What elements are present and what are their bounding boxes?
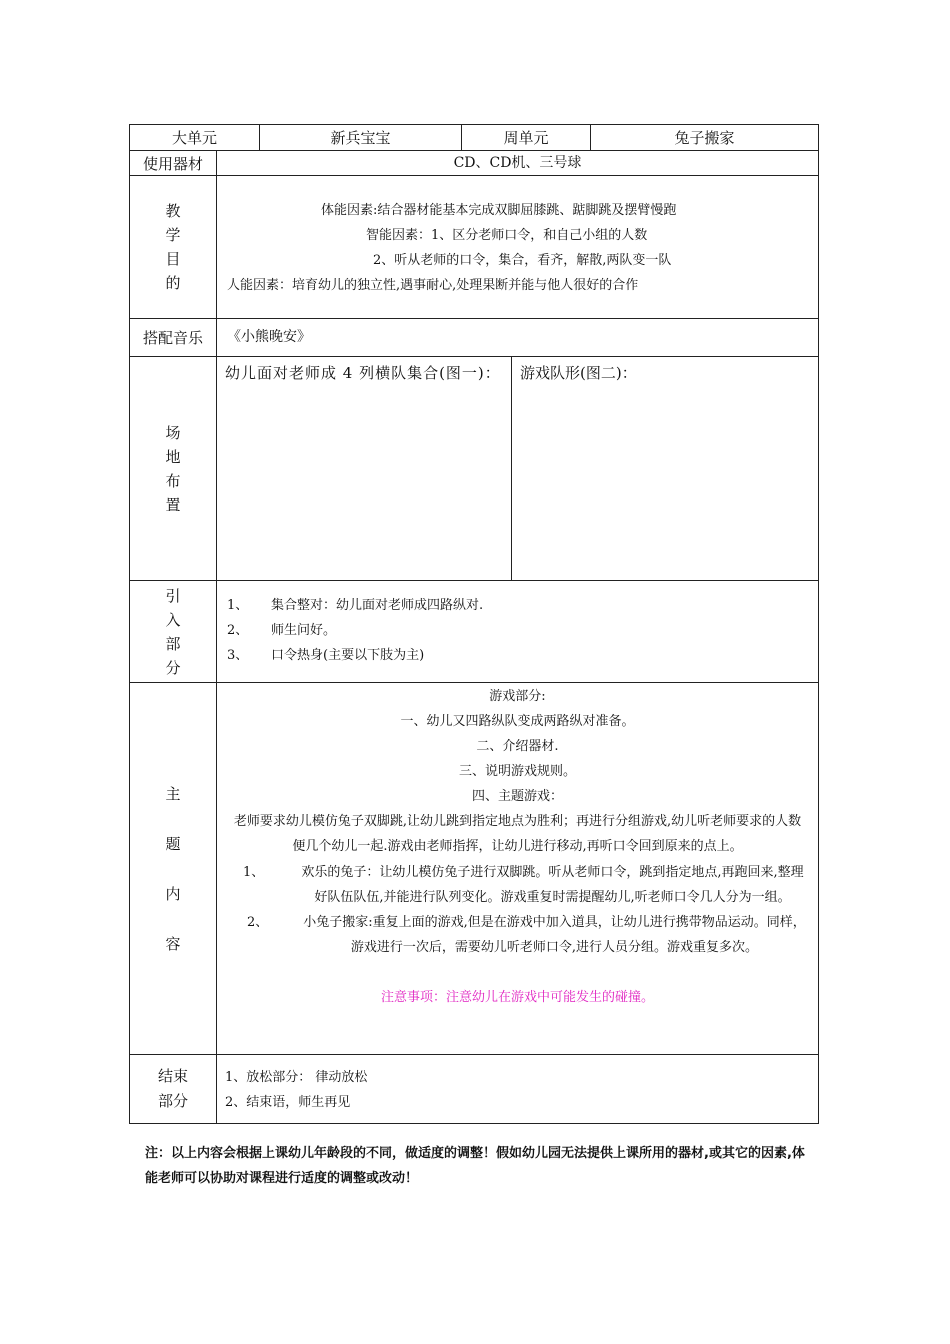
intro-item: 3、 口令热身(主要以下肢为主) <box>227 648 425 663</box>
game-1: 1、 欢乐的兔子：让幼儿模仿兔子进行双脚跳。听从老师口令，跳到指定地点,再跑回来,整理好队伍队伍,并能进行队列变化。游戏重复时需提醒幼儿,听老师口令几人分为一组。 <box>243 865 804 905</box>
game-2: 2、 小兔子搬家:重复上面的游戏,但是在游戏中加入道具，让幼儿进行携带物品运动。同样，游戏进行一次后，需要幼儿听老师口令,进行人员分组。游戏重复多次。 <box>247 915 806 955</box>
intro-item: 1、 集合整对：幼儿面对老师成四路纵对. <box>227 598 484 613</box>
goals-row <box>129 176 819 319</box>
main-label: 主 题 内 容 <box>165 784 181 953</box>
game-step: 三、说明游戏规则。 <box>458 764 576 779</box>
game-step: 二、介绍器材. <box>476 739 559 754</box>
goals-label: 教 学 目 的 <box>165 202 181 292</box>
music-label: 搭配音乐 <box>142 329 203 347</box>
music-row <box>129 319 819 357</box>
equipment-label: 使用器材 <box>142 154 203 173</box>
goal-intellect-2: 2、听从老师的口令，集合，看齐，解散,两队变一队 <box>373 253 672 268</box>
goal-personal: 人能因素：培育幼儿的独立性,遇事耐心,处理果断并能与他人很好的合作 <box>227 278 639 293</box>
music-value: 《小熊晚安》 <box>216 319 818 356</box>
ending-item: 1、放松部分： 律动放松 <box>225 1070 368 1085</box>
game-heading: 游戏部分: <box>489 689 546 704</box>
game-intro-paragraph: 老师要求幼儿模仿兔子双脚跳,让幼儿跳到指定地点为胜利；再进行分组游戏,幼儿听老师要求的人数便几个幼儿一起.游戏由老师指挥，让幼儿进行移动,再听口令回到原来的点上。 <box>233 814 802 854</box>
ending-label: 结束 部分 <box>157 1067 188 1110</box>
main-content <box>216 683 818 1054</box>
venue-label: 场 地 布 置 <box>165 423 181 514</box>
game-step: 四、主题游戏： <box>471 789 563 804</box>
intro-content <box>216 581 818 682</box>
week-label: 周单元 <box>461 125 590 150</box>
intro-item: 2、 师生问好。 <box>227 623 337 638</box>
week-value: 兔子搬家 <box>590 125 818 150</box>
header-row <box>129 124 819 151</box>
unit-label: 大单元 <box>171 129 217 147</box>
intro-row <box>129 581 819 683</box>
ending-item: 2、结束语，师生再见 <box>225 1095 351 1110</box>
venue-row <box>129 357 819 581</box>
venue-figure-1: 幼儿面对老师成 4 列横队集合(图一)： <box>216 357 511 580</box>
safety-note: 注意事项：注意幼儿在游戏中可能发生的碰撞。 <box>380 990 654 1005</box>
ending-content <box>216 1055 818 1123</box>
equipment-row <box>129 151 819 176</box>
intro-label: 引 入 部 分 <box>165 586 181 677</box>
game-step: 一、幼儿又四路纵队变成两路纵对准备。 <box>400 714 635 729</box>
goal-intellect: 智能因素：1、区分老师口令，和自己小组的人数 <box>366 228 648 243</box>
goal-physical: 体能因素:结合器材能基本完成双脚屈膝跳、踮脚跳及摆臂慢跑 <box>321 203 677 218</box>
equipment-value: CD、CD机、三号球 <box>216 151 818 175</box>
ending-row <box>129 1055 819 1124</box>
main-row <box>129 683 819 1055</box>
goals-content <box>216 176 818 318</box>
footer-note: 注：以上内容会根据上课幼儿年龄段的不同，做适度的调整！假如幼儿园无法提供上课所用的器材,或其它的因素,体能老师可以协助对课程进行适度的调整或改动！ <box>145 1146 805 1186</box>
unit-value: 新兵宝宝 <box>259 125 461 150</box>
lesson-plan-table <box>129 124 819 1124</box>
venue-figure-2: 游戏队形(图二)： <box>511 357 818 580</box>
